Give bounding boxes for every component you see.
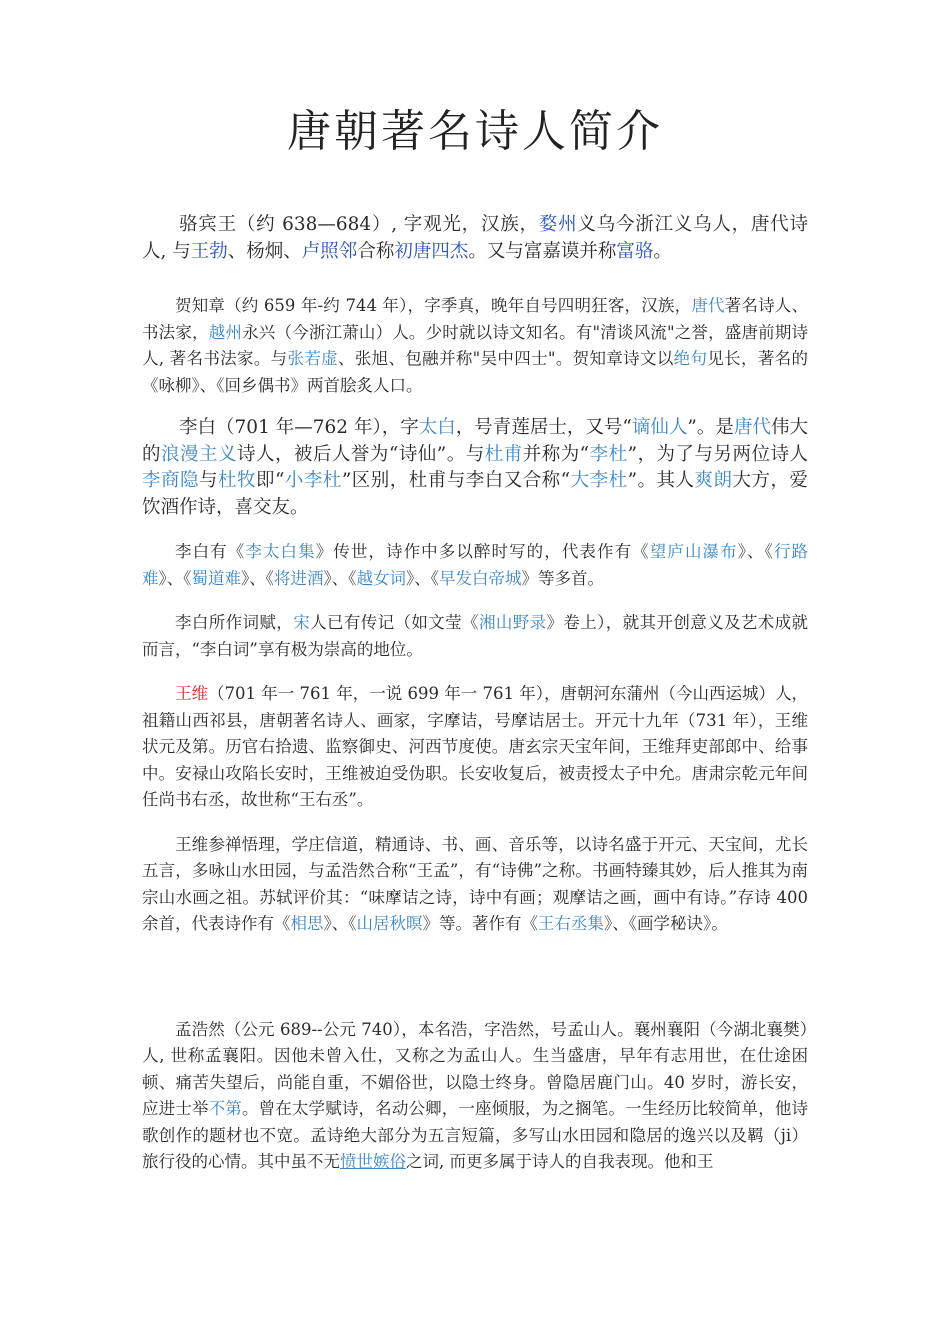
text-run: 大方，爱饮酒作诗，喜交友。	[142, 470, 808, 518]
text-run: 诗人，被后人誉为“诗仙”。与	[236, 443, 485, 465]
text-run: 李白所作词赋，	[175, 613, 294, 632]
text-run: ”区别，杜甫与李白又合称“	[341, 470, 571, 491]
text-run: 。	[653, 240, 672, 262]
text-run: 合称	[357, 240, 395, 262]
text-run: 》、《	[158, 568, 192, 588]
link-langmanzhuyi[interactable]: 浪漫主义	[161, 443, 237, 465]
link-wang-bo[interactable]: 王勃	[190, 240, 228, 262]
text-run: 》、《	[323, 568, 357, 588]
link-yuezhou[interactable]: 越州	[208, 322, 243, 342]
link-yuenvci[interactable]: 越女词	[356, 568, 406, 588]
text-run: ”。其人	[627, 470, 695, 491]
text-run: 、杨炯、	[227, 240, 302, 262]
link-wang-wei[interactable]: 王维	[175, 684, 209, 703]
paragraph-luo-binwang	[142, 212, 808, 265]
paragraph-meng-haoran	[142, 1017, 808, 1176]
link-wang-lushan-pubu[interactable]: 望庐山瀑布	[649, 542, 738, 561]
page-title: 唐朝著名诗人简介	[287, 106, 663, 157]
text-run: 即“	[255, 470, 285, 491]
link-taibai[interactable]: 太白	[418, 417, 456, 438]
text-run: 并称为“	[522, 443, 590, 465]
link-wang-youcheng-ji[interactable]: 王右丞集	[538, 914, 604, 933]
text-run: 著名诗人、书法家，	[142, 296, 808, 342]
link-xiao-li-du[interactable]: 小李杜	[284, 470, 342, 491]
link-li-taibai-ji[interactable]: 李太白集	[245, 542, 316, 561]
link-shuanglang[interactable]: 爽朗	[694, 470, 733, 491]
link-lu-zhaolin[interactable]: 卢照邻	[301, 240, 358, 262]
text-run: 》等。著作有《	[422, 914, 538, 933]
text-run: 王维参禅悟理，学庄信道，精通诗、书、画、音乐等，以诗名盛于开元、天宝间，尤长五言，多咏山水田园，与孟浩然合称“王孟”，有“诗佛”之称。书画特臻其妙，后人推其为南宗山水画之祖。苏轼评价其：“味摩诘之诗，诗中有画；观摩诘之画，画中有诗。”存诗 400 余首，代表诗作有《	[142, 834, 808, 933]
link-da-li-du[interactable]: 大李杜	[570, 470, 628, 491]
text-run: 李白有《	[175, 542, 246, 561]
link-zaofa-baidicheng[interactable]: 早发白帝城	[439, 568, 522, 588]
text-run: 李白（701 年—762 年），字	[179, 417, 419, 438]
paragraph-li-bai-intro	[142, 415, 808, 521]
link-fu-luo[interactable]: 富骆	[616, 240, 654, 262]
link-li-du[interactable]: 李杜	[589, 443, 628, 465]
link-du-fu[interactable]: 杜甫	[484, 443, 523, 465]
link-tangdai[interactable]: 唐代	[691, 296, 725, 315]
text-run: 》、《	[241, 568, 274, 588]
link-jueju[interactable]: 绝句	[673, 349, 708, 368]
link-qiangjinjiu[interactable]: 将进酒	[274, 568, 324, 588]
text-run: 见长，著名的《咏柳》、《回乡偶书》两首脍炙人口。	[142, 349, 809, 395]
paragraph-wang-wei-intro	[142, 681, 808, 814]
link-tangdai[interactable]: 唐代	[733, 417, 771, 438]
text-run: 人已有传记（如文莹《	[310, 613, 479, 632]
text-run: 》、《	[406, 568, 439, 588]
text-run: 伟大的	[142, 417, 808, 465]
link-song[interactable]: 宋	[293, 613, 311, 632]
text-run: 永兴（今浙江萧山）人。少时就以诗文知名。有"清谈风流"之誉，盛唐前期诗人, 著名书法家。与	[142, 322, 809, 368]
text-run: 之词, 而更多属于诗人的自我表现。他和王	[406, 1152, 714, 1171]
link-fenshi-jisu[interactable]: 愤世嫉俗	[340, 1152, 406, 1171]
link-shanju-qiuming[interactable]: 山居秋暝	[356, 914, 423, 933]
link-budi[interactable]: 不第	[208, 1099, 242, 1118]
text-run: ，号青莲居士，又号“	[455, 417, 632, 438]
text-run: 》传世，诗作中多以醉时写的，代表作有《	[315, 542, 650, 561]
text-run: （701 年一 761 年，一说 699 年一 761 年），唐朝河东蒲州（今山西运城）人，祖籍山西祁县，唐朝著名诗人、画家，字摩诘，号摩诘居士。开元十九年（731 年），王维状元及第。历官右拾遗、监察御史、河西节度使。唐玄宗天宝年间，王维拜吏部郎中、给事中。安禄山攻陷长安时，王维被迫受伪职。长安收复后，被责授太子中允。唐肃宗乾元年间任尚书右丞，故世称“王右丞”。	[142, 684, 808, 809]
link-wuzhou[interactable]: 婺州	[538, 214, 578, 235]
link-du-mu[interactable]: 杜牧	[217, 470, 256, 491]
link-shudaonan[interactable]: 蜀道难	[191, 568, 241, 588]
text-run: 》、《画学秘诀》。	[604, 914, 728, 933]
link-xiangshan-yelu[interactable]: 湘山野录	[478, 613, 547, 632]
text-run: 骆宾王（约 638—684）, 字观光，汉族，	[179, 214, 539, 235]
link-xiangsi[interactable]: 相思	[290, 914, 324, 933]
text-run: 、张旭、包融并称"吴中四士"。贺知章诗文以	[338, 349, 674, 368]
text-run: 》卷上），就其开创意义及艺术成就而言，“李白词”享有极为崇高的地位。	[142, 613, 809, 659]
paragraph-li-bai-works	[142, 539, 808, 592]
paragraph-li-bai-ci	[142, 610, 808, 663]
paragraph-wang-wei-works	[142, 832, 808, 938]
text-run: 》等多首。	[521, 568, 604, 588]
text-run: ”，为了与另两位诗人	[627, 443, 808, 465]
link-zhang-ruoxu[interactable]: 张若虚	[287, 349, 338, 368]
text-run: ”。是	[687, 417, 734, 438]
text-run: 》、《	[323, 914, 357, 933]
text-run: 贺知章（约 659 年-约 744 年），字季真，晚年自号四明狂客，汉族，	[175, 296, 692, 315]
link-zhexianren[interactable]: 谪仙人	[631, 417, 688, 438]
text-run: 义乌今浙江义乌人，唐代诗人, 与	[142, 214, 808, 262]
text-run: 孟浩然（公元 689--公元 740），本名浩，字浩然，号孟山人。襄州襄阳（今湖北襄樊）人, 世称孟襄阳。因他未曾入仕，又称之为孟山人。生当盛唐，早年有志用世，在仕途困顿、痛苦失望后，尚能自重，不媚俗世，以隐士终身。曾隐居鹿门山。40 岁时，游长安，应进士举	[142, 1019, 808, 1118]
paragraph-he-zhizhang	[142, 293, 808, 399]
text-run: 。曾在太学赋诗，名动公卿，一座倾服，为之搁笔。一生经历比较简单，他诗歌创作的题材也不宽。孟诗绝大部分为五言短篇，多写山水田园和隐居的逸兴以及羁（ji）旅行役的心情。其中虽不无	[142, 1099, 809, 1171]
text-run: 与	[198, 470, 218, 491]
link-xinglunan[interactable]: 行路难	[142, 542, 809, 588]
text-run: 。又与富嘉谟并称	[468, 240, 617, 262]
link-chutang-sijie[interactable]: 初唐四杰	[394, 240, 469, 262]
link-li-shangyin[interactable]: 李商隐	[142, 470, 199, 491]
text-run: 》、《	[737, 542, 774, 561]
